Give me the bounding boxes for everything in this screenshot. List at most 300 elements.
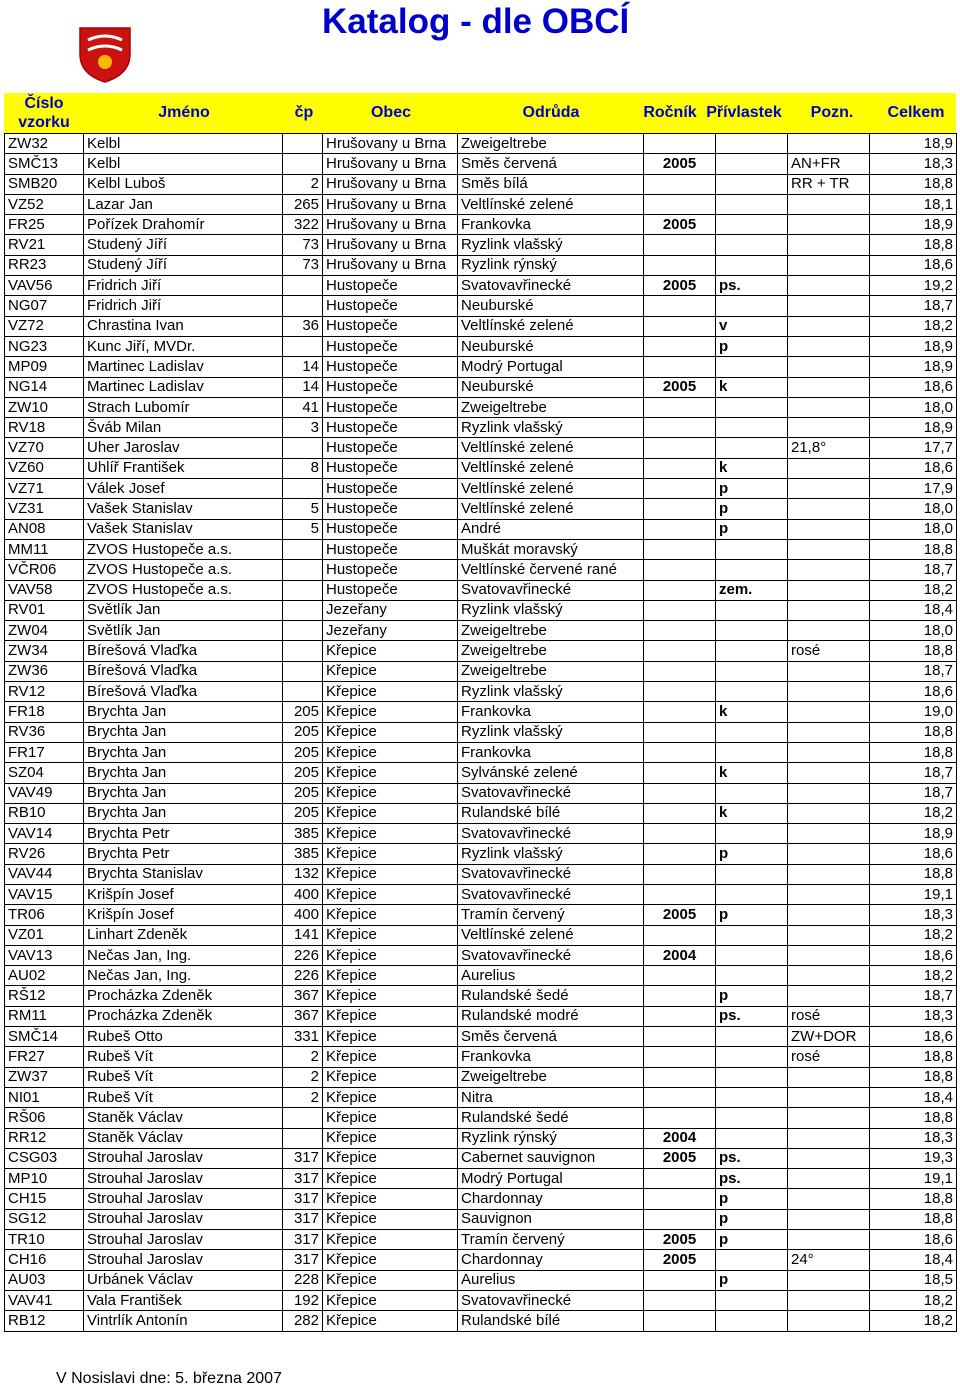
cell-pozn: [788, 682, 870, 702]
cell-cp: 226: [283, 966, 323, 986]
cell-jmeno: Strach Lubomír: [84, 397, 283, 417]
column-header-cislo-bottom: vzorku: [18, 114, 70, 131]
cell-jmeno: Kelbl Luboš: [84, 174, 283, 194]
cell-privlastek: [716, 1128, 788, 1148]
cell-cp: 331: [283, 1027, 323, 1047]
cell-privlastek: [716, 357, 788, 377]
cell-celkem: 18,9: [870, 215, 957, 235]
cell-odruda: Rulandské šedé: [458, 1108, 644, 1128]
cell-cislo: ZW10: [5, 397, 84, 417]
cell-odruda: Sauvignon: [458, 1209, 644, 1229]
cell-rocnik: [644, 194, 716, 214]
cell-obec: Jezeřany: [323, 621, 458, 641]
cell-cislo: RR12: [5, 1128, 84, 1148]
cell-privlastek: [716, 1311, 788, 1331]
cell-celkem: 18,7: [870, 763, 957, 783]
cell-celkem: 18,8: [870, 641, 957, 661]
cell-cislo: NI01: [5, 1087, 84, 1107]
cell-odruda: Frankovka: [458, 742, 644, 762]
cell-cp: 317: [283, 1209, 323, 1229]
cell-celkem: 18,8: [870, 742, 957, 762]
cell-cp: [283, 154, 323, 174]
cell-pozn: ZW+DOR: [788, 1027, 870, 1047]
table-row: [5, 397, 957, 417]
cell-celkem: 18,4: [870, 1087, 957, 1107]
cell-celkem: 18,9: [870, 824, 957, 844]
cell-pozn: [788, 884, 870, 904]
cell-rocnik: [644, 134, 716, 154]
cell-privlastek: [716, 1250, 788, 1270]
table-row: [5, 763, 957, 783]
cell-odruda: Modrý Portugal: [458, 1169, 644, 1189]
cell-rocnik: [644, 1047, 716, 1067]
cell-jmeno: Brychta Jan: [84, 803, 283, 823]
table-row: [5, 621, 957, 641]
table-row: [5, 1290, 957, 1310]
column-header-pozn: Pozn.: [810, 104, 854, 121]
cell-obec: Křepice: [323, 1128, 458, 1148]
cell-odruda: Veltlínské zelené: [458, 316, 644, 336]
cell-pozn: [788, 235, 870, 255]
table-row: [5, 1209, 957, 1229]
cell-obec: Hustopeče: [323, 357, 458, 377]
cell-rocnik: [644, 560, 716, 580]
cell-odruda: Zweigeltrebe: [458, 621, 644, 641]
cell-odruda: Ryzlink vlašský: [458, 722, 644, 742]
table-row: [5, 1128, 957, 1148]
table-row: [5, 235, 957, 255]
cell-cp: [283, 134, 323, 154]
cell-privlastek: [716, 621, 788, 641]
cell-pozn: [788, 1128, 870, 1148]
cell-pozn: RR + TR: [788, 174, 870, 194]
cell-odruda: Zweigeltrebe: [458, 134, 644, 154]
cell-rocnik: [644, 966, 716, 986]
cell-rocnik: [644, 1027, 716, 1047]
table-row: [5, 864, 957, 884]
cell-obec: Křepice: [323, 641, 458, 661]
cell-celkem: 18,6: [870, 255, 957, 275]
cell-cp: 322: [283, 215, 323, 235]
cell-celkem: 18,0: [870, 621, 957, 641]
cell-privlastek: [716, 215, 788, 235]
cell-jmeno: Urbánek Václav: [84, 1270, 283, 1290]
cell-odruda: Ryzlink vlašský: [458, 418, 644, 438]
cell-jmeno: Válek Josef: [84, 479, 283, 499]
cell-obec: Křepice: [323, 925, 458, 945]
cell-privlastek: [716, 925, 788, 945]
cell-privlastek: [716, 945, 788, 965]
cell-jmeno: Chrastina Ivan: [84, 316, 283, 336]
cell-celkem: 18,7: [870, 661, 957, 681]
cell-obec: Hustopeče: [323, 479, 458, 499]
cell-celkem: 18,9: [870, 336, 957, 356]
cell-pozn: [788, 986, 870, 1006]
cell-pozn: [788, 458, 870, 478]
cell-odruda: Veltlínské zelené: [458, 479, 644, 499]
cell-cislo: VZ71: [5, 479, 84, 499]
cell-pozn: [788, 418, 870, 438]
cell-privlastek: [716, 1108, 788, 1128]
cell-obec: Hrušovany u Brna: [323, 194, 458, 214]
cell-odruda: Směs bílá: [458, 174, 644, 194]
cell-jmeno: Rubeš Vít: [84, 1087, 283, 1107]
cell-cislo: VAV41: [5, 1290, 84, 1310]
table-row: [5, 742, 957, 762]
cell-odruda: Neuburské: [458, 296, 644, 316]
cell-odruda: Neuburské: [458, 377, 644, 397]
cell-cp: 141: [283, 925, 323, 945]
cell-privlastek: p: [716, 519, 788, 539]
cell-odruda: Směs červená: [458, 154, 644, 174]
cell-celkem: 19,1: [870, 1169, 957, 1189]
cell-cislo: FR25: [5, 215, 84, 235]
table-row: [5, 519, 957, 539]
cell-cp: [283, 682, 323, 702]
cell-rocnik: [644, 316, 716, 336]
cell-cislo: VZ31: [5, 499, 84, 519]
cell-odruda: Ryzlink vlašský: [458, 844, 644, 864]
cell-obec: Křepice: [323, 864, 458, 884]
cell-obec: Hustopeče: [323, 316, 458, 336]
cell-cp: 385: [283, 824, 323, 844]
cell-privlastek: zem.: [716, 580, 788, 600]
cell-pozn: [788, 276, 870, 296]
cell-cislo: SMB20: [5, 174, 84, 194]
cell-pozn: [788, 1290, 870, 1310]
cell-pozn: [788, 966, 870, 986]
cell-cp: 226: [283, 945, 323, 965]
table-row: [5, 1230, 957, 1250]
cell-pozn: [788, 539, 870, 559]
table-row: [5, 1270, 957, 1290]
cell-rocnik: [644, 925, 716, 945]
event-line-2: NOSISLAV: [807, 23, 896, 43]
cell-jmeno: Šváb Milan: [84, 418, 283, 438]
table-row: [5, 134, 957, 154]
cell-jmeno: Fridrich Jiří: [84, 276, 283, 296]
cell-cislo: FR17: [5, 742, 84, 762]
cell-celkem: 18,8: [870, 1108, 957, 1128]
cell-cp: 205: [283, 783, 323, 803]
cell-rocnik: [644, 418, 716, 438]
cell-cp: 14: [283, 357, 323, 377]
table-row: [5, 600, 957, 620]
column-header-celkem: Celkem: [887, 104, 945, 121]
table-row: [5, 194, 957, 214]
cell-jmeno: Fridrich Jiří: [84, 296, 283, 316]
table-row: [5, 1067, 957, 1087]
cell-celkem: 18,3: [870, 1006, 957, 1026]
cell-rocnik: [644, 1189, 716, 1209]
table-row: [5, 1169, 957, 1189]
cell-cp: [283, 479, 323, 499]
cell-odruda: Svatovavřinecké: [458, 276, 644, 296]
cell-pozn: 21,8°: [788, 438, 870, 458]
page-title: Katalog - dle OBCÍ: [322, 2, 630, 41]
cell-odruda: Chardonnay: [458, 1250, 644, 1270]
cell-cislo: ZW34: [5, 641, 84, 661]
cell-jmeno: Světlík Jan: [84, 600, 283, 620]
cell-jmeno: Studený Jíří: [84, 255, 283, 275]
cell-cislo: SZ04: [5, 763, 84, 783]
cell-jmeno: Krišpín Josef: [84, 884, 283, 904]
cell-rocnik: [644, 864, 716, 884]
cell-cislo: ZW37: [5, 1067, 84, 1087]
cell-cislo: MM11: [5, 539, 84, 559]
cell-privlastek: p: [716, 844, 788, 864]
cell-cislo: FR27: [5, 1047, 84, 1067]
cell-obec: Křepice: [323, 1270, 458, 1290]
cell-privlastek: p: [716, 986, 788, 1006]
cell-odruda: Zweigeltrebe: [458, 397, 644, 417]
cell-cislo: ZW36: [5, 661, 84, 681]
cell-obec: Křepice: [323, 966, 458, 986]
cell-obec: Hustopeče: [323, 560, 458, 580]
cell-cislo: MP09: [5, 357, 84, 377]
cell-rocnik: 2005: [644, 1250, 716, 1270]
cell-celkem: 19,3: [870, 1148, 957, 1168]
cell-obec: Křepice: [323, 1047, 458, 1067]
cell-obec: Křepice: [323, 702, 458, 722]
cell-cp: 73: [283, 255, 323, 275]
cell-pozn: [788, 215, 870, 235]
cell-cislo: TR10: [5, 1230, 84, 1250]
cell-rocnik: [644, 1087, 716, 1107]
cell-privlastek: [716, 255, 788, 275]
table-row: [5, 377, 957, 397]
cell-odruda: Tramín červený: [458, 1230, 644, 1250]
cell-celkem: 18,8: [870, 1067, 957, 1087]
cell-odruda: Ryzlink rýnský: [458, 255, 644, 275]
cell-cp: 317: [283, 1230, 323, 1250]
table-row: [5, 925, 957, 945]
cell-privlastek: [716, 1067, 788, 1087]
cell-jmeno: Linhart Zdeněk: [84, 925, 283, 945]
table-row: [5, 966, 957, 986]
event-line-1: Výstava vín: [802, 2, 896, 22]
cell-celkem: 18,3: [870, 1128, 957, 1148]
cell-privlastek: [716, 560, 788, 580]
column-header-cislo-top: Číslo: [24, 95, 64, 112]
cell-rocnik: [644, 722, 716, 742]
cell-odruda: Veltlínské zelené: [458, 194, 644, 214]
cell-obec: Křepice: [323, 824, 458, 844]
cell-pozn: [788, 1189, 870, 1209]
cell-odruda: Aurelius: [458, 966, 644, 986]
cell-jmeno: Uher Jaroslav: [84, 438, 283, 458]
cell-privlastek: [716, 864, 788, 884]
cell-odruda: Svatovavřinecké: [458, 864, 644, 884]
cell-jmeno: Procházka Zdeněk: [84, 1006, 283, 1026]
cell-pozn: [788, 1087, 870, 1107]
table-row: [5, 1311, 957, 1331]
cell-odruda: Veltlínské zelené: [458, 458, 644, 478]
cell-cislo: RV36: [5, 722, 84, 742]
cell-pozn: [788, 661, 870, 681]
table-row: [5, 458, 957, 478]
cell-celkem: 18,6: [870, 1027, 957, 1047]
cell-rocnik: [644, 763, 716, 783]
cell-jmeno: Studený Jíří: [84, 235, 283, 255]
cell-cislo: AU02: [5, 966, 84, 986]
cell-jmeno: Bírešová Vlaďka: [84, 661, 283, 681]
cell-pozn: [788, 499, 870, 519]
cell-odruda: Svatovavřinecké: [458, 945, 644, 965]
column-header-bar: [4, 93, 956, 133]
cell-celkem: 18,7: [870, 296, 957, 316]
table-row: [5, 336, 957, 356]
cell-jmeno: Rubeš Otto: [84, 1027, 283, 1047]
cell-rocnik: [644, 397, 716, 417]
cell-pozn: [788, 1067, 870, 1087]
cell-pozn: [788, 560, 870, 580]
cell-celkem: 18,6: [870, 377, 957, 397]
cell-celkem: 18,6: [870, 945, 957, 965]
cell-pozn: [788, 945, 870, 965]
cell-pozn: [788, 1169, 870, 1189]
cell-obec: Křepice: [323, 905, 458, 925]
cell-pozn: [788, 1108, 870, 1128]
cell-cislo: NG07: [5, 296, 84, 316]
cell-privlastek: [716, 966, 788, 986]
cell-odruda: Ryzlink vlašský: [458, 682, 644, 702]
cell-cislo: RB10: [5, 803, 84, 823]
event-line-3: 2007: [855, 44, 896, 64]
cell-pozn: [788, 357, 870, 377]
cell-cislo: RM11: [5, 1006, 84, 1026]
cell-privlastek: k: [716, 763, 788, 783]
cell-odruda: Neuburské: [458, 336, 644, 356]
cell-cp: [283, 661, 323, 681]
cell-privlastek: p: [716, 1270, 788, 1290]
cell-pozn: [788, 1311, 870, 1331]
cell-cislo: AU03: [5, 1270, 84, 1290]
cell-cislo: RV18: [5, 418, 84, 438]
table-row: [5, 722, 957, 742]
cell-cp: 2: [283, 1047, 323, 1067]
cell-cp: [283, 1108, 323, 1128]
cell-odruda: Nitra: [458, 1087, 644, 1107]
cell-celkem: 18,7: [870, 560, 957, 580]
cell-cislo: VZ01: [5, 925, 84, 945]
cell-odruda: Svatovavřinecké: [458, 580, 644, 600]
cell-privlastek: p: [716, 1209, 788, 1229]
cell-odruda: Veltlínské červené rané: [458, 560, 644, 580]
cell-privlastek: [716, 1290, 788, 1310]
cell-jmeno: Strouhal Jaroslav: [84, 1148, 283, 1168]
cell-celkem: 18,3: [870, 905, 957, 925]
cell-obec: Hustopeče: [323, 458, 458, 478]
cell-celkem: 18,7: [870, 986, 957, 1006]
cell-cp: 367: [283, 986, 323, 1006]
catalog-rows: [5, 134, 957, 1332]
cell-cislo: AN08: [5, 519, 84, 539]
cell-celkem: 18,2: [870, 580, 957, 600]
cell-rocnik: [644, 884, 716, 904]
cell-privlastek: [716, 661, 788, 681]
cell-obec: Hrušovany u Brna: [323, 215, 458, 235]
cell-celkem: 18,7: [870, 783, 957, 803]
cell-cislo: NG23: [5, 336, 84, 356]
cell-rocnik: [644, 255, 716, 275]
cell-cislo: SMČ13: [5, 154, 84, 174]
cell-privlastek: p: [716, 1230, 788, 1250]
cell-pozn: [788, 519, 870, 539]
cell-obec: Křepice: [323, 803, 458, 823]
cell-odruda: Aurelius: [458, 1270, 644, 1290]
cell-cislo: RŠ06: [5, 1108, 84, 1128]
cell-odruda: Rulandské modré: [458, 1006, 644, 1026]
cell-rocnik: [644, 296, 716, 316]
cell-odruda: Směs červená: [458, 1027, 644, 1047]
cell-obec: Křepice: [323, 1250, 458, 1270]
cell-celkem: 18,5: [870, 1270, 957, 1290]
cell-odruda: Frankovka: [458, 1047, 644, 1067]
cell-rocnik: [644, 458, 716, 478]
cell-obec: Křepice: [323, 783, 458, 803]
cell-odruda: Tramín červený: [458, 905, 644, 925]
cell-obec: Křepice: [323, 763, 458, 783]
cell-rocnik: 2005: [644, 905, 716, 925]
cell-pozn: [788, 1230, 870, 1250]
cell-jmeno: Strouhal Jaroslav: [84, 1230, 283, 1250]
cell-cislo: VAV15: [5, 884, 84, 904]
cell-pozn: [788, 702, 870, 722]
cell-cislo: VČR06: [5, 560, 84, 580]
cell-rocnik: [644, 1067, 716, 1087]
cell-obec: Hrušovany u Brna: [323, 154, 458, 174]
cell-jmeno: Brychta Petr: [84, 824, 283, 844]
table-row: [5, 580, 957, 600]
org-name: ČZS NOSISLAV: [28, 2, 153, 21]
table-row: [5, 945, 957, 965]
cell-cp: 228: [283, 1270, 323, 1290]
cell-cp: 205: [283, 763, 323, 783]
cell-rocnik: [644, 336, 716, 356]
cell-pozn: rosé: [788, 641, 870, 661]
cell-cp: 36: [283, 316, 323, 336]
cell-privlastek: ps.: [716, 276, 788, 296]
table-row: [5, 1087, 957, 1107]
table-row: [5, 1148, 957, 1168]
cell-odruda: Modrý Portugal: [458, 357, 644, 377]
cell-obec: Hustopeče: [323, 377, 458, 397]
table-row: [5, 418, 957, 438]
cell-pozn: [788, 134, 870, 154]
cell-rocnik: 2005: [644, 154, 716, 174]
cell-obec: Hustopeče: [323, 519, 458, 539]
cell-pozn: [788, 397, 870, 417]
cell-pozn: [788, 722, 870, 742]
table-row: [5, 1250, 957, 1270]
cell-rocnik: [644, 357, 716, 377]
cell-rocnik: [644, 661, 716, 681]
cell-cp: 14: [283, 377, 323, 397]
cell-obec: Hrušovany u Brna: [323, 134, 458, 154]
table-row: [5, 174, 957, 194]
cell-privlastek: k: [716, 803, 788, 823]
cell-jmeno: ZVOS Hustopeče a.s.: [84, 580, 283, 600]
cell-cislo: CSG03: [5, 1148, 84, 1168]
cell-obec: Hustopeče: [323, 397, 458, 417]
cell-jmeno: Uhlíř František: [84, 458, 283, 478]
cell-jmeno: Pořízek Drahomír: [84, 215, 283, 235]
cell-obec: Křepice: [323, 1027, 458, 1047]
cell-odruda: Ryzlink rýnský: [458, 1128, 644, 1148]
cell-cislo: SG12: [5, 1209, 84, 1229]
cell-rocnik: [644, 844, 716, 864]
